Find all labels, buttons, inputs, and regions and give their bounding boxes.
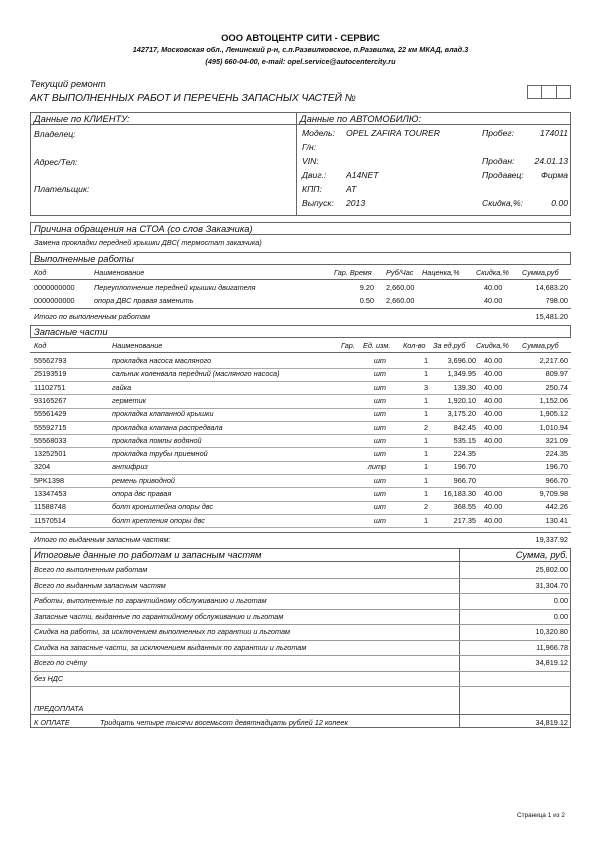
part-row-sum: 250.74 (545, 382, 568, 392)
part-row-sum: 809.97 (545, 369, 568, 379)
part-row-code: 3204 (34, 462, 51, 472)
summary-row-label: Скидка на работы, за исключением выполненных по гарантии и льготам (34, 627, 291, 636)
car-section-title: Данные по АВТОМОБИЛЮ: (300, 113, 422, 124)
works-col-code: Код (34, 268, 47, 277)
plate-label: Г/н: (302, 142, 317, 152)
client-section-title: Данные по КЛИЕНТУ: (34, 113, 130, 124)
row-divider (30, 593, 571, 594)
part-row-sum: 9,709.98 (539, 489, 568, 498)
vin-label: VIN: (302, 156, 319, 166)
payer-label: Плательщик: (34, 184, 90, 194)
divider (459, 548, 460, 728)
parts-col-gar: Гар. (341, 341, 355, 350)
part-row-price: 1,349.95 (447, 369, 476, 379)
part-row-name: прокладка трубы приемной (112, 449, 208, 459)
sold-value: 24.01.13 (534, 156, 568, 166)
parts-section-title: Запасные части (34, 326, 108, 337)
part-row-discount: 40.00 (484, 409, 503, 419)
part-row-unit: шт (373, 422, 386, 432)
part-row-discount: 40.00 (484, 395, 503, 405)
part-row-unit: шт (373, 409, 386, 419)
summary-row-value: 11,966.78 (536, 642, 568, 652)
part-row-sum: 2,217.60 (539, 356, 568, 365)
part-row-price: 16,183.30 (443, 489, 476, 498)
prepay-label: ПРЕДОПЛАТА (34, 704, 84, 713)
model-value: OPEL ZAFIRA TOURER (346, 128, 440, 138)
summary-row-label: Запасные части, выданные по гарантийному обслуживанию и льготам (34, 611, 284, 621)
part-row-sum: 1,152.06 (539, 395, 568, 405)
works-total-value: 15,481.20 (535, 312, 568, 321)
doc-number-box (527, 85, 571, 99)
works-row-sum: 14,683.20 (535, 283, 568, 292)
divider (296, 112, 297, 216)
engine-value: A14NET (346, 170, 379, 180)
reason-text: Замена прокладки передней крышки ДВС( термостат заказчика) (34, 238, 262, 247)
part-row-code: 11102751 (34, 382, 66, 392)
part-row-unit: шт (373, 449, 386, 459)
part-row-code: 55562793 (34, 356, 67, 365)
part-row-price: 3,175.20 (447, 409, 476, 419)
engine-label: Двиг.: (302, 170, 327, 180)
row-divider (30, 624, 571, 625)
discount-value: 0.00 (551, 198, 568, 208)
part-row-unit: шт (373, 356, 386, 365)
part-row-qty: 2 (423, 502, 428, 512)
summary-row-label: Скидка на запасные части, за исключением выданных по гарантии и льготам (34, 642, 307, 652)
row-divider (30, 527, 571, 528)
discount-label: Скидка,%: (482, 198, 524, 208)
doc-title: АКТ ВЫПОЛНЕННЫХ РАБОТ И ПЕРЕЧЕНЬ ЗАПАСНЫХ ЧАСТЕЙ № (30, 93, 356, 104)
sold-label: Продан: (482, 156, 515, 166)
part-row-sum: 1,905.12 (539, 409, 568, 419)
summary-row-value: 0.00 (553, 611, 568, 621)
summary-row-value: 0.00 (553, 596, 568, 605)
row-divider (30, 686, 571, 687)
row-divider (30, 655, 571, 656)
address-label: Адрес/Тел: (34, 157, 78, 167)
part-row-qty: 1 (423, 475, 428, 485)
part-row-price: 368.55 (453, 502, 476, 512)
part-row-unit: шт (373, 369, 386, 379)
doc-number-divider (556, 85, 557, 99)
parts-col-sum: Сумма,руб (522, 341, 559, 350)
part-row-unit: шт (373, 435, 386, 445)
part-row-name: болт кронштейна опоры двс (112, 502, 214, 512)
reason-section-title: Причина обращения на СТОА (со слов Заказчика) (34, 223, 253, 234)
summary-row-label: Всего по выполненным работам (34, 565, 148, 574)
parts-col-code: Код (34, 341, 47, 350)
summary-block (30, 548, 571, 728)
part-row-code: 55568033 (34, 435, 67, 445)
part-row-price: 842.45 (453, 422, 476, 432)
part-row-qty: 1 (423, 395, 428, 405)
part-row-unit: шт (373, 382, 386, 392)
summary-row-value: 10,320.80 (535, 627, 568, 636)
part-row-qty: 1 (423, 462, 428, 472)
works-total-label: Итого по выполненным работам (34, 312, 151, 321)
parts-header (30, 325, 571, 338)
year-value: 2013 (346, 198, 366, 208)
owner-label: Владелец: (34, 129, 76, 139)
parts-col-price: За ед.руб (433, 341, 466, 350)
mileage-value: 174011 (539, 128, 568, 138)
part-row-price: 535.15 (453, 435, 476, 445)
parts-total-value: 19,337.92 (535, 535, 568, 544)
summary-section-title: Итоговые данные по работам и запасным частям (34, 549, 262, 560)
part-row-discount: 40.00 (484, 489, 503, 498)
works-row-sum: 798.00 (545, 296, 568, 305)
part-row-price: 3,696.00 (447, 356, 476, 365)
page-number: Страница 1 из 2 (517, 812, 565, 819)
part-row-price: 1,920.10 (447, 395, 476, 405)
summary-row-label: Работы, выполненные по гарантийному обслуживанию и льготам (34, 596, 267, 605)
part-row-name: антифриз (112, 462, 148, 472)
part-row-name: прокладка насоса масляного (112, 356, 212, 365)
works-col-sum: Сумма,руб (522, 268, 559, 277)
parts-col-discount: Скидка,% (476, 341, 509, 350)
part-row-name: гайка (112, 382, 132, 392)
doc-subtitle: Текущий ремонт (30, 78, 106, 89)
part-row-sum: 196.70 (545, 462, 568, 472)
part-row-name: сальник коленвала передний (масляного насоса) (112, 369, 280, 379)
summary-row-value: 31,304.70 (535, 580, 568, 590)
part-row-qty: 1 (423, 435, 428, 445)
part-row-qty: 1 (423, 489, 428, 498)
row-divider (30, 671, 571, 672)
gearbox-label: КПП: (302, 184, 322, 194)
part-row-code: 55592715 (34, 422, 67, 432)
part-row-unit: шт (373, 395, 386, 405)
works-row-discount: 40.00 (484, 296, 503, 305)
company-address: 142717, Московская обл., Ленинский р-н, с.п.Развилковское, п.Развилка, 22 км МКАД, влад.3 (132, 45, 469, 54)
part-row-unit: шт (373, 515, 386, 525)
part-row-qty: 1 (423, 409, 428, 419)
part-row-sum: 1,010.94 (539, 422, 568, 432)
mileage-label: Пробег: (482, 128, 515, 138)
summary-row-value: 25,802.00 (535, 565, 568, 574)
part-row-price: 217.35 (453, 515, 476, 525)
summary-row-value: 34,819.12 (535, 658, 568, 667)
part-row-code: 13252501 (34, 449, 67, 459)
works-row-discount: 40.00 (484, 283, 503, 292)
part-row-qty: 1 (423, 449, 428, 459)
pay-in-words: Тридцать четыре тысячи восемьсот девятнадцать рублей 12 копеек (100, 718, 348, 727)
part-row-unit: шт (373, 475, 386, 485)
doc-number-divider (541, 85, 542, 99)
works-col-rate: Руб/Час (386, 268, 414, 277)
row-divider (30, 578, 571, 579)
part-row-discount: 40.00 (484, 515, 503, 525)
pay-value: 34,819.12 (535, 718, 568, 727)
part-row-unit: шт (373, 489, 386, 498)
works-row-hours: 0.50 (359, 296, 374, 305)
row-divider (30, 609, 571, 610)
divider (30, 279, 571, 280)
divider (30, 352, 571, 353)
part-row-code: 11570514 (34, 515, 66, 525)
part-row-unit: шт (373, 502, 386, 512)
summary-row-label: без НДС (34, 673, 64, 683)
year-label: Выпуск: (302, 198, 334, 208)
part-row-name: прокладка помпы водяной (112, 435, 202, 445)
works-col-name: Наименование (94, 268, 145, 277)
part-row-sum: 321.09 (545, 435, 568, 445)
part-row-qty: 3 (423, 382, 428, 392)
part-row-discount: 40.00 (484, 422, 503, 432)
divider (30, 308, 571, 309)
part-row-name: герметик (112, 395, 147, 405)
part-row-code: 13347453 (34, 489, 67, 498)
part-row-price: 224.35 (453, 449, 476, 459)
part-row-price: 966.70 (453, 475, 476, 485)
divider (30, 714, 571, 715)
parts-col-unit: Ед. изм. (363, 341, 391, 350)
part-row-sum: 966.70 (545, 475, 568, 485)
works-col-hours: Гар. Время (334, 268, 372, 277)
works-section-title: Выполненные работы (34, 253, 134, 264)
works-row-rate: 2,660.00 (386, 283, 415, 292)
part-row-code: 93165267 (34, 395, 67, 405)
part-row-discount: 40.00 (484, 502, 503, 512)
summary-sum-header: Сумма, руб. (515, 549, 568, 560)
seller-label: Продавец: (482, 170, 524, 180)
works-row-hours: 9.20 (359, 283, 374, 292)
part-row-code: 25193519 (34, 369, 67, 379)
part-row-unit: литр (367, 462, 386, 472)
seller-value: Фирма (541, 170, 568, 180)
part-row-sum: 442.26 (545, 502, 568, 512)
parts-col-name: Наименование (112, 341, 163, 350)
company-contacts: (495) 660-04-00, e-mail: opel.service@autocentercity.ru (205, 57, 396, 66)
part-row-name: опора двс правая (112, 489, 172, 498)
works-row-code: 0000000000 (34, 283, 75, 292)
divider (30, 532, 571, 533)
divider (30, 561, 571, 562)
gearbox-value: AT (346, 184, 357, 194)
parts-col-qty: Кол-во (403, 341, 426, 350)
part-row-qty: 2 (423, 422, 428, 432)
works-row-rate: 2,660.00 (386, 296, 415, 305)
part-row-name: прокладка клапана распредвала (112, 422, 223, 432)
works-col-markup: Наценка,% (422, 268, 460, 277)
summary-row-label: Всего по счёту (34, 658, 88, 667)
part-row-name: прокладка клапанной крышки (112, 409, 214, 419)
part-row-price: 139.30 (453, 382, 476, 392)
part-row-discount: 40.00 (484, 369, 503, 379)
row-divider (30, 640, 571, 641)
works-col-discount: Скидка,% (476, 268, 509, 277)
part-row-name: болт крепления опоры двс (112, 515, 205, 525)
summary-row-label: Всего по выданным запасным частям (34, 580, 166, 590)
part-row-discount: 40.00 (484, 435, 503, 445)
part-row-price: 196.70 (453, 462, 476, 472)
works-row-name: Переуплотнение передней крышки двигателя (94, 283, 256, 292)
part-row-qty: 1 (423, 356, 428, 365)
works-row-name: опора ДВС правая заменить (94, 296, 194, 305)
part-row-sum: 130.41 (545, 515, 568, 525)
company-name: ООО АВТОЦЕНТР СИТИ - СЕРВИС (221, 32, 380, 43)
part-row-code: 5PK1398 (34, 475, 65, 485)
part-row-qty: 1 (423, 515, 428, 525)
parts-total-label: Итого по выданным запасным частям: (34, 535, 171, 544)
part-row-name: ремень приводной (112, 475, 175, 485)
pay-label: К ОПЛАТЕ (34, 718, 70, 727)
works-row-code: 0000000000 (34, 296, 75, 305)
part-row-sum: 224.35 (545, 449, 568, 459)
part-row-discount: 40.00 (484, 382, 503, 392)
divider (30, 124, 571, 125)
part-row-qty: 1 (423, 369, 428, 379)
part-row-code: 55561429 (34, 409, 67, 419)
model-label: Модель: (302, 128, 335, 138)
part-row-code: 11588748 (34, 502, 66, 512)
part-row-discount: 40.00 (484, 356, 503, 365)
